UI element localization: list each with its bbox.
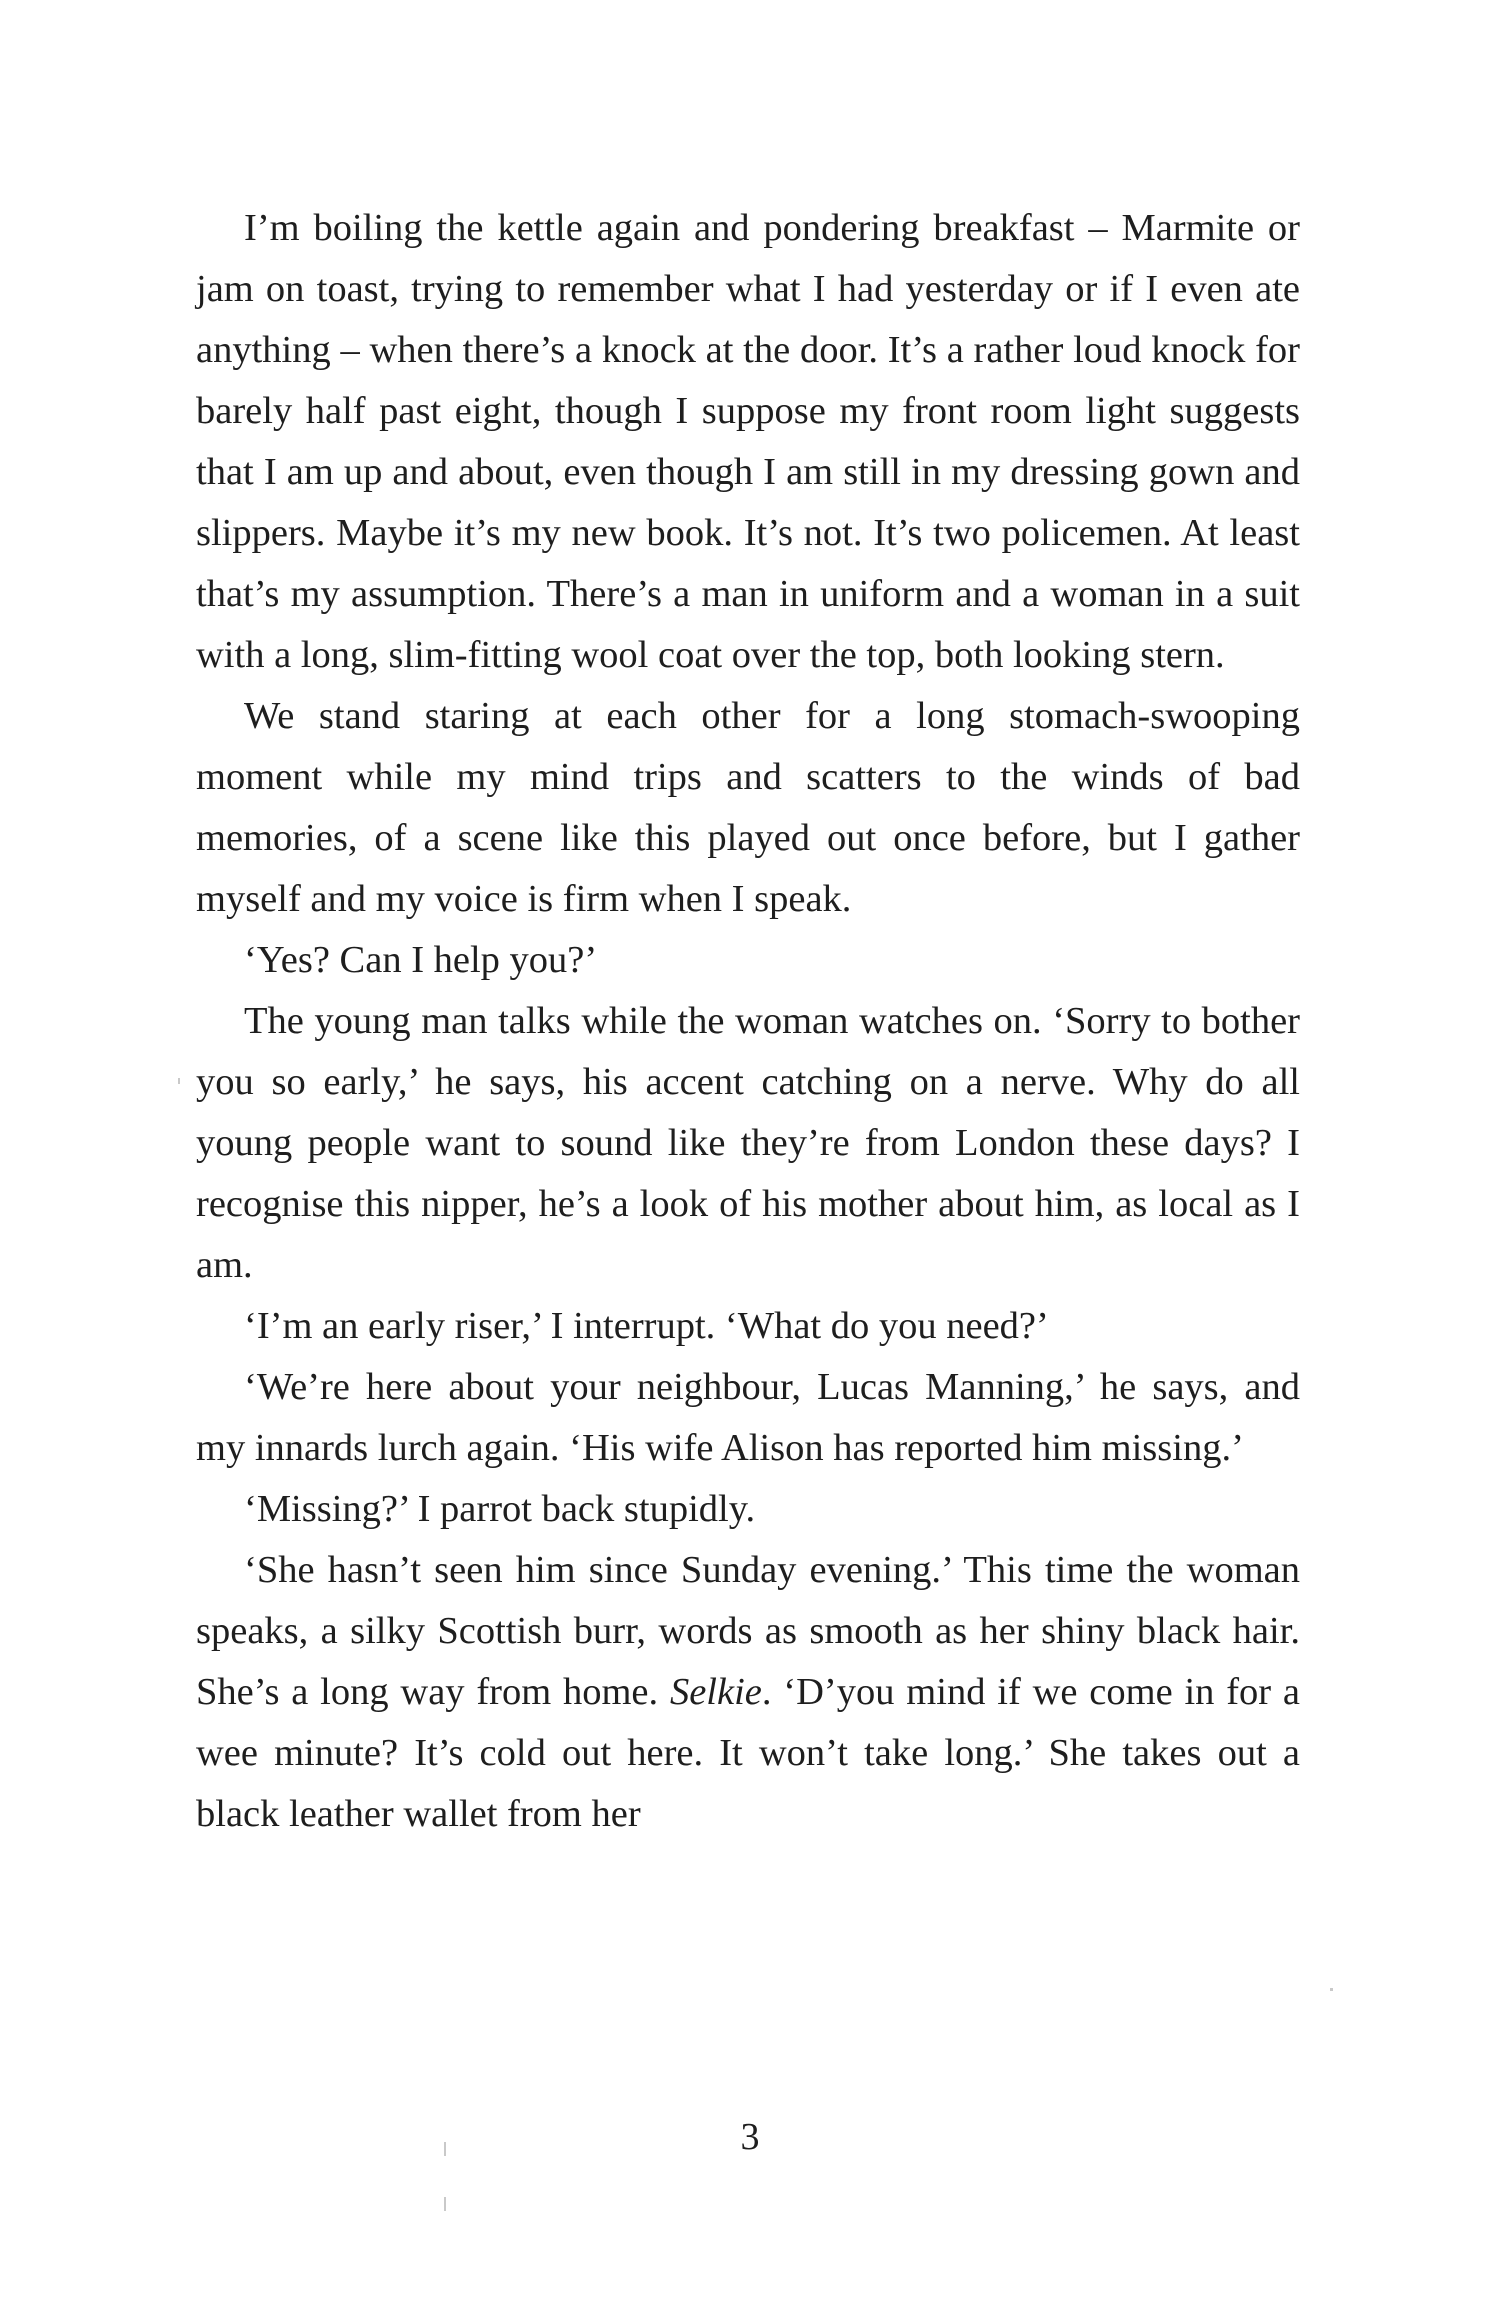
paragraph: We stand staring at each other for a long stomach-swooping moment while my mind trips and scatters to the winds of bad memories, of a scene like this played out once before, but I gather myself and my voice is firm when I speak. <box>196 695 1300 920</box>
paragraph: The young man talks while the woman watches on. ‘Sorry to bother you so early,’ he says, his accent catching on a nerve. Why do all young people want to sound like they’re from London these days? I recognise this nipper, he’s a look of his mother about him, as local as I am. <box>196 1000 1300 1286</box>
paragraph <box>196 1540 1300 1845</box>
body-text <box>196 198 1300 1845</box>
page-number: 3 <box>740 2116 760 2158</box>
scan-mark <box>444 2142 446 2156</box>
scan-mark <box>1330 1988 1333 1991</box>
italic-word: Selkie <box>669 1671 762 1713</box>
paragraph: ‘Yes? Can I help you?’ <box>244 939 598 981</box>
paragraph: ‘We’re here about your neighbour, Lucas Manning,’ he says, and my innards lurch again. ‘His wife Alison has reported him missing.’ <box>196 1366 1300 1469</box>
paragraph: I’m boiling the kettle again and pondering breakfast – Marmite or jam on toast, trying to remember what I had yesterday or if I even ate anything – when there’s a knock at the door. It’s a rather loud knock for barely half past eight, though I suppose my front room light suggests that I am up and about, even though I am still in my dressing gown and slippers. Maybe it’s my new book. It’s not. It’s two policemen. At least that’s my assumption. There’s a man in uniform and a woman in a suit with a long, slim-fitting wool coat over the top, both looking stern. <box>196 207 1300 676</box>
text-run: . ‘D’you mind if we come in for a wee minute? It’s cold out here. It won’t take long.’ She takes out a black leather wallet from her <box>196 1671 1301 1835</box>
text-run: ‘She hasn’t seen him since Sunday evening.’ This time the woman speaks, a silky Scottish burr, words as smooth as her shiny black hair. She’s a long way from home. <box>196 1549 1300 1713</box>
paragraph: ‘Missing?’ I parrot back stupidly. <box>244 1488 756 1530</box>
scan-mark <box>178 1078 180 1084</box>
paragraph: ‘I’m an early riser,’ I interrupt. ‘What do you need?’ <box>244 1305 1049 1347</box>
scan-mark <box>444 2197 446 2211</box>
